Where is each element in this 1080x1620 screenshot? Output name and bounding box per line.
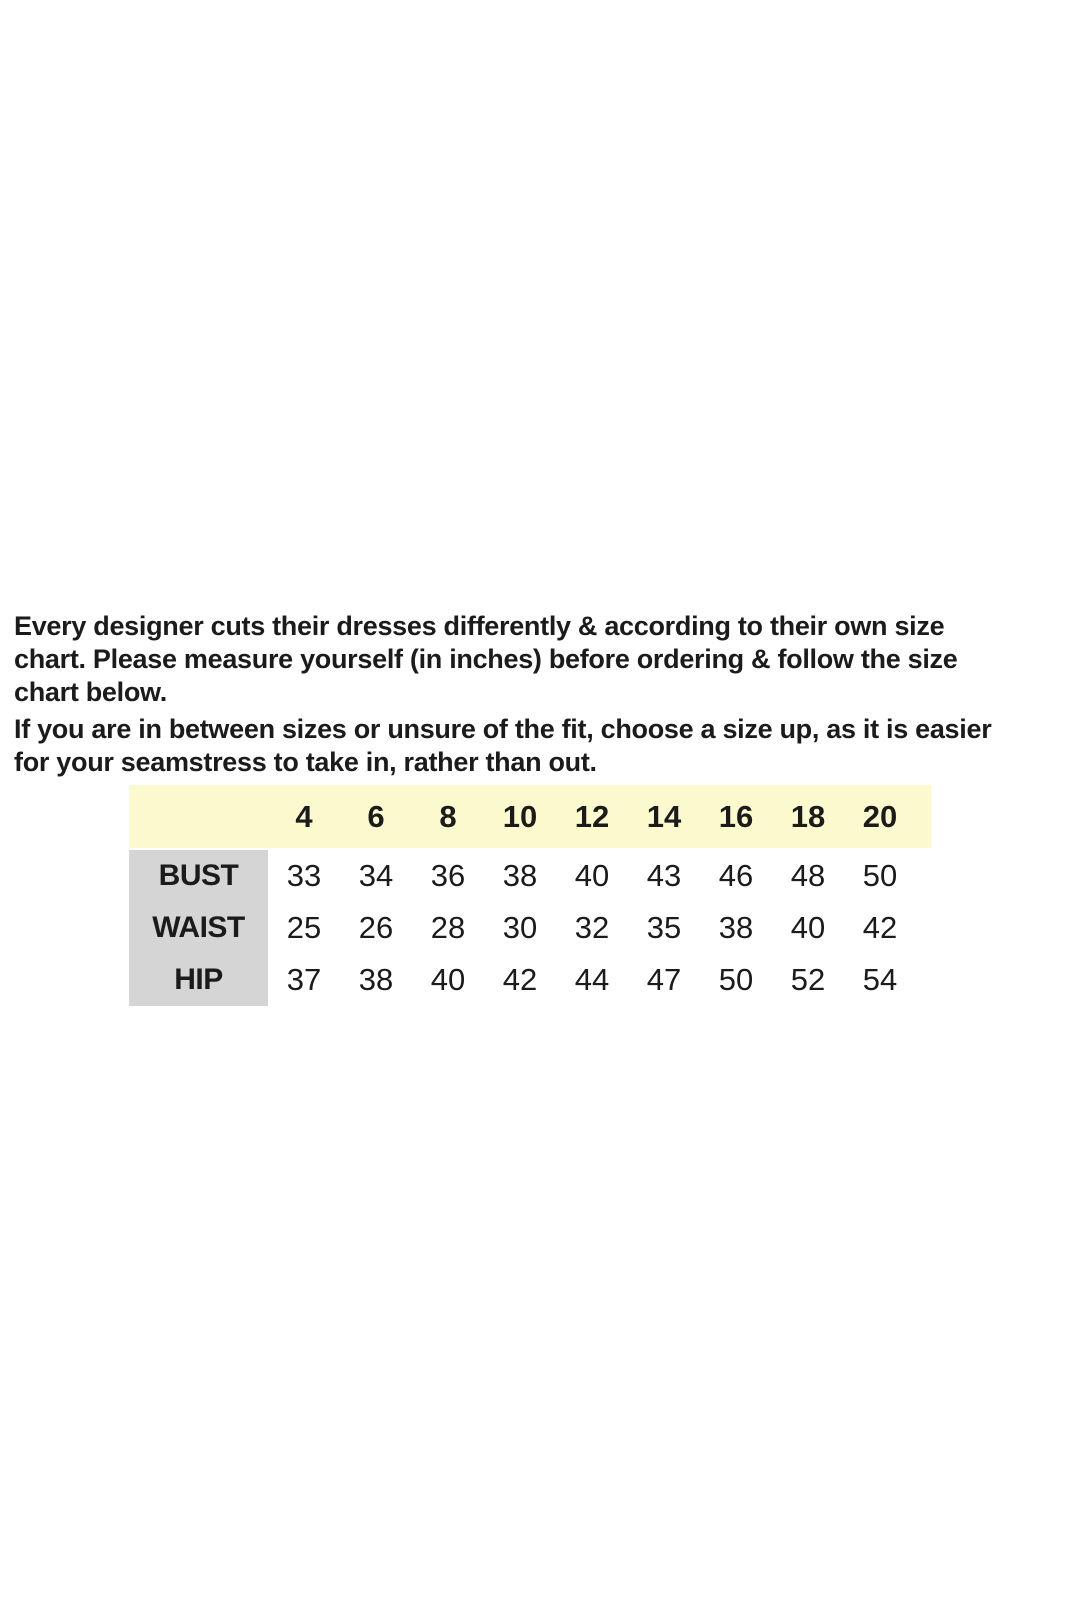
size-header-cell: 8	[439, 798, 457, 834]
header-filler	[916, 785, 931, 848]
text-line: Every designer cuts their dresses differently & according to their own size	[14, 611, 945, 641]
text-line: chart. Please measure yourself (in inches) before ordering & follow the size	[14, 644, 958, 674]
hip-value-cell: 37	[286, 962, 322, 997]
row-filler	[916, 954, 931, 1006]
waist-value-cell: 30	[502, 910, 538, 945]
size-header-cell: 10	[502, 798, 538, 834]
intro-paragraph-2	[14, 713, 991, 779]
waist-value-cell: 38	[718, 910, 754, 945]
row-filler	[916, 902, 931, 954]
size-header-row	[129, 785, 931, 848]
bust-value-cell: 50	[862, 858, 898, 893]
text-line: If you are in between sizes or unsure of the fit, choose a size up, as it is easier	[14, 714, 992, 744]
bust-value-cell: 38	[502, 858, 538, 893]
bust-value-cell: 40	[574, 858, 610, 893]
hip-value-cell: 38	[358, 962, 394, 997]
hip-value-cell: 52	[790, 962, 826, 997]
intro-paragraph-1	[14, 610, 991, 709]
size-chart-table	[129, 785, 931, 1006]
text-line: chart below.	[14, 677, 167, 707]
waist-value-cell: 35	[646, 910, 682, 945]
waist-value-cell: 28	[430, 910, 466, 945]
size-header-cell: 18	[790, 798, 826, 834]
hip-value-cell: 44	[574, 962, 610, 997]
row-label-bust: BUST	[129, 850, 268, 902]
hip-value-cell: 42	[502, 962, 538, 997]
table-row-waist	[129, 902, 931, 954]
size-header-cell: 14	[646, 798, 682, 834]
row-filler	[916, 850, 931, 902]
bust-value-cell: 33	[286, 858, 322, 893]
corner-cell	[129, 785, 268, 848]
hip-value-cell: 50	[718, 962, 754, 997]
bust-value-cell: 46	[718, 858, 754, 893]
bust-value-cell: 34	[358, 858, 394, 893]
waist-value-cell: 40	[790, 910, 826, 945]
bust-value-cell: 36	[430, 858, 466, 893]
hip-value-cell: 54	[862, 962, 898, 997]
table-row-bust	[129, 850, 931, 902]
size-header-cell: 12	[574, 798, 610, 834]
waist-value-cell: 42	[862, 910, 898, 945]
bust-value-cell: 48	[790, 858, 826, 893]
size-header-cell: 16	[718, 798, 754, 834]
hip-value-cell: 47	[646, 962, 682, 997]
waist-value-cell: 25	[286, 910, 322, 945]
intro-text	[14, 610, 991, 779]
size-header-cell: 4	[295, 798, 313, 834]
size-header-cell: 6	[367, 798, 385, 834]
size-header-cell: 20	[862, 798, 898, 834]
text-line: for your seamstress to take in, rather than out.	[14, 747, 597, 777]
waist-value-cell: 26	[358, 910, 394, 945]
bust-value-cell: 43	[646, 858, 682, 893]
waist-value-cell: 32	[574, 910, 610, 945]
row-label-hip: HIP	[129, 954, 268, 1006]
table-row-hip	[129, 954, 931, 1006]
hip-value-cell: 40	[430, 962, 466, 997]
row-label-waist: WAIST	[129, 902, 268, 954]
